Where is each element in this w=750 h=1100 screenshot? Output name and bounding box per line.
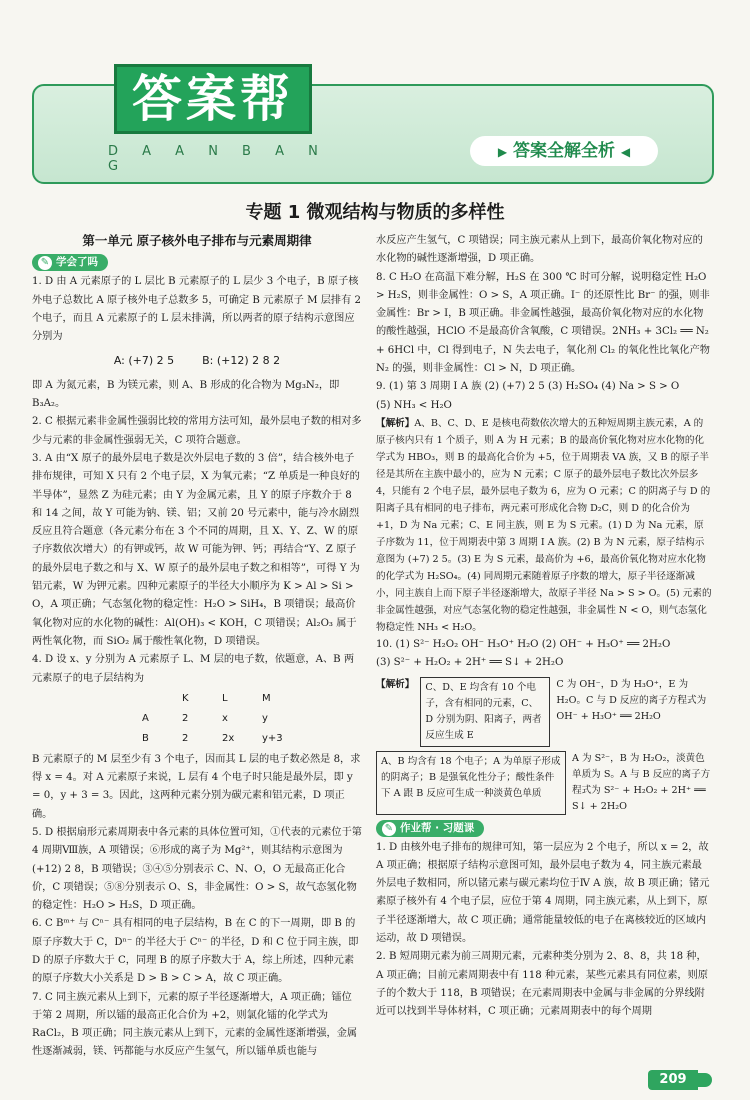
- section-tag: [32, 254, 108, 271]
- cell: 2x: [222, 733, 235, 745]
- homework-2: 2. B 短周期元素为前三周期元素，元素种类分别为 2、8、8，共 18 种，A 项正确；目前元素周期表中有 118 种元素，某些元素具有同位素，则原子的个数大于 118，B 项错误；在元素周期表中金属与非金属的分界线附近可以找到半导体材料，C 项正确；元素周期表中的每个周期: [376, 951, 708, 1018]
- logo-pinyin: D A A N B A N G: [108, 144, 328, 174]
- triangle-left-icon: ◀: [620, 145, 631, 159]
- answer-1b: 即 A 为氮元素，B 为镁元素，则 A、B 形成的化合物为 Mg₃N₂，即 B₃A₂。: [32, 379, 340, 410]
- pencil-icon: ✎: [382, 822, 396, 836]
- atom-b: B: (+12) 2 8 2: [202, 354, 281, 368]
- cell: y+3: [262, 733, 283, 745]
- analysis-9: [376, 415, 712, 636]
- left-column: [32, 232, 362, 1062]
- cell: L: [222, 692, 228, 704]
- atom-a: A: (+7) 2 5: [113, 354, 175, 368]
- answer-10b: (3) S²⁻ + H₂O₂ + 2H⁺ ══ S↓ + 2H₂O: [376, 657, 564, 669]
- slogan: [470, 136, 658, 166]
- analysis-label: 【解析】: [376, 678, 415, 690]
- unit-title: 第一单元 原子核外电子排布与元素周期律: [82, 233, 312, 248]
- shell-table-row: [142, 710, 362, 728]
- answer-5: 5. D 根据扇形元素周期表中各元素的具体位置可知，①代表的元素位于第 4 周期Ⅷ族，A 项错误；⑥形成的离子为 Mg²⁺，则其结构示意图为 (+12) 2 8，B 项错误；③④⑤分别表示 C、N、O，O 无最高正化合价，C 项错误；⑤⑧分别表示 O、S，非金属性：O > S，故气态氢化物的稳定性：H₂O > H₂S，D 项正确。: [32, 826, 362, 912]
- bulb-icon: ✎: [38, 256, 52, 270]
- answer-4: 4. D 设 x、y 分别为 A 元素原子 L、M 层的电子数，依题意，A、B 两元素原子的电子层结构为: [32, 654, 355, 684]
- atom-diagrams: [32, 352, 362, 370]
- cell: A: [142, 713, 149, 725]
- condition-result: C 为 OH⁻，D 为 H₃O⁺，E 为 H₂O。C 与 D 反应的离子方程式为 OH⁻ + H₃O⁺ ══ 2H₂O: [556, 678, 707, 722]
- cell: 2: [182, 733, 189, 745]
- homework-1: 1. D 由核外电子排布的规律可知，第一层应为 2 个电子，所以 x = 2，故 A 项正确；根据原子结构示意图可知，最外层电子数为 4，同主族元素最外层电子数相同，所以锗元素与碳元素均位于Ⅳ A 族，故 B 项正确；锗元素原子核外有 4 个电子层，应位于第 4 周期，同主族元素，从上到下，原子半径逐渐增大，故 C 项正确；通常能量较低的电子在离核较近的区域内运动，故 D 项错误。: [376, 841, 710, 945]
- logo: 答案帮: [114, 64, 312, 134]
- answer-3: 3. A 由“X 原子的最外层电子数是次外层电子数的 3 倍”，结合核外电子排布规律，可知 X 只有 2 个电子层，X 为氧元素；“Z 单质是一种良好的半导体”，显然 Z 为硅元素；由 Y 为金属元素，且 Y 的原子序数介于 8 和 14 之间，故 Y 可能为钠、镁、铝；又前 20 号元素中，能与冷水剧烈反应且符合题意（各元素分布在 3 个不同的周期，且 X、Y、Z、W 的原子序数依次增大）的有钾或钙，故 W 可能为钾、钙；再结合“Y、Z 原子的最外层电子数之和与 X、W 原子的最外层电子数之和相等”，可得 Y 为铝元素，W 为钾元素。四种元素原子的半径大小顺序为 K > Al > Si > O，A 项正确；气态氢化物的稳定性：H₂O > SiH₄，B 项错误；最高价氧化物对应的水化物的碱性：Al(OH)₃ < KOH，C 项错误；Al₂O₃ 属于两性氧化物，而 SiO₂ 属于酸性氧化物，D 项错误。: [32, 452, 360, 647]
- answer-9: 9. (1) 第 3 周期 Ⅰ A 族 (2) (+7) 2 5 (3) H₂SO₄ (4) Na > S > O: [376, 381, 680, 393]
- triangle-right-icon: ▶: [497, 145, 508, 159]
- cell: K: [182, 692, 189, 704]
- cell: x: [222, 713, 228, 725]
- answer-1: 1. D 由 A 元素原子的 L 层比 B 元素原子的 L 层少 3 个电子，B 原子核外电子总数比 A 原子核外电子总数多 5，可确定 B 元素原子 M 层排有 2 个电子，而且 A 元素原子的 L 层未排满，所以两者的原子结构示意图应分别为: [32, 276, 362, 343]
- page-title: 专题 1 微观结构与物质的多样性: [245, 202, 505, 223]
- section-tag: [376, 820, 484, 837]
- cell: y: [262, 713, 268, 725]
- right-column: [376, 232, 712, 1022]
- analysis-text: A、B、C、D、E 是核电荷数依次增大的五种短周期主族元素，A 的原子核内只有 1 个质子，则 A 为 H 元素；B 的最高价氧化物对应水化物的化学式为 HBO₃，则 B 的最高化合价为 +5，位于周期表 VA 族，又 B 的原子半径是其所在主族中最小的，应为 N 元素；C 原子的最外层电子数比次外层多 4，只能有 2 个电子层，最外层电子数为 6，应为 O 元素；C 的阴离子与 D 的阳离子具有相同的电子排布，两元素可形成化合物 D₂C，则 D 的化合价为 +1，D 为 Na 元素；C、E 同主族，则 E 为 S 元素。(1) D 为 Na 元素，原子序数为 11，位于周期表中第 3 周期 Ⅰ A 族。(2) B 为 N 元素，原子结构示意图为 (+7) 2 5。(3) E 为 S 元素，最高价为 +6，最高价氧化物对应水化物的化学式为 H₂SO₄。(4) 同周期元素随着原子序数的增大，原子半径逐渐减小，同主族自上而下原子半径逐渐增大，故原子半径 Na > S > O。(5) 元素的非金属性越强，对应气态氢化物的稳定性越强，非金属性 N < O，则气态氢化物稳定性 NH₃ < H₂O。: [376, 417, 712, 633]
- condition-box: A、B 均含有 18 个电子；A 为单原子形成的阴离子；B 是强氧化性分子；酸性条件下 A 跟 B 反应可生成一种淡黄色单质: [376, 751, 566, 815]
- analysis-label: 【解析】: [376, 417, 415, 429]
- answer-10: 10. (1) S²⁻ H₂O₂ OH⁻ H₃O⁺ H₂O (2) OH⁻ + H₃O⁺ ══ 2H₂O: [376, 638, 671, 650]
- shell-table-header: [142, 690, 362, 708]
- answer-4b: B 元素原子的 M 层至少有 3 个电子，因而其 L 层的电子数必然是 8，求得 x = 4。对 A 元素原子来说，L 层有 4 个电子时只能是最外层，即 y = 0，y + 3 = 3。因此，这两种元素分别为碳元素和铝元素，D 项正确。: [32, 753, 361, 820]
- answer-8: 8. C H₂O 在高温下难分解，H₂S 在 300 ℃ 时可分解，说明稳定性 H₂O > H₂S，则非金属性：O > S，A 项正确。I⁻ 的还原性比 Br⁻ 的强，则非金属性：Br > I，B 项正确。非金属性越强，最高价氧化物对应的水化物的酸性越强，HClO 不是最高价含氧酸，C 项错误。2NH₃ + 3Cl₂ ══ N₂ + 6HCl 中，Cl 得到电子，N 失去电子，氧化剂 Cl₂ 的氧化性比氧化产物 N₂ 的强，则非金属性：Cl > N，D 项正确。: [376, 271, 710, 375]
- cell: M: [262, 692, 271, 704]
- cell: B: [142, 733, 149, 745]
- page-number: 209: [648, 1070, 698, 1090]
- answer-9b: (5) NH₃ < H₂O: [376, 399, 452, 411]
- answer-6: 6. C Bᵐ⁺ 与 Cⁿ⁻ 具有相同的电子层结构，B 在 C 的下一周期，即 B 的原子序数大于 C，Dⁿ⁻ 的半径大于 Cⁿ⁻ 的半径，D 和 C 位于同主族，即 D 的原子序数大于 C，同理 B 的原子序数大于 A，综上所述，四种元素的原子序数大小关系是 D > B > C > A，故 C 项正确。: [32, 918, 359, 985]
- analysis-box-row: [376, 677, 712, 747]
- cell: 2: [182, 713, 189, 725]
- answer-2: 2. C 根据元素非金属性强弱比较的常用方法可知，最外层电子数的相对多少与元素的非金属性强弱无关，C 项符合题意。: [32, 416, 362, 446]
- shell-table-row: [142, 730, 362, 748]
- slogan-text: 答案全解全析: [513, 141, 615, 161]
- condition-box: C、D、E 均含有 10 个电子，含有相同的元素，C、D 分别为阴、阳离子，两者反应生成 E: [420, 677, 550, 747]
- condition-result: A 为 S²⁻，B 为 H₂O₂，淡黄色单质为 S。A 与 B 反应的离子方程式为 S²⁻ + H₂O₂ + 2H⁺ ══ S↓ + 2H₂O: [572, 752, 711, 812]
- section-tag-label: 学会了吗: [56, 256, 98, 269]
- answer-7: 7. C 同主族元素从上到下，元素的原子半径逐渐增大，A 项正确；镭位于第 2 周期，所以镭的最高正化合价为 +2，则氯化镭的化学式为 RaCl₂，B 项正确；同主族元素从上到下，元素的金属性逐渐增强，金属性逐渐减弱，镁、钙都能与水反应产生氢气，所以镭单质也能与: [32, 991, 358, 1058]
- section-tag-label: 作业帮 · 习题课: [400, 821, 475, 834]
- answer-7-cont: 水反应产生氢气，C 项错误；同主族元素从上到下，最高价氧化物对应的水化物的碱性逐渐增强，D 项正确。: [376, 235, 703, 265]
- page-tab-icon: [698, 1073, 712, 1087]
- analysis-box-row: [376, 751, 712, 815]
